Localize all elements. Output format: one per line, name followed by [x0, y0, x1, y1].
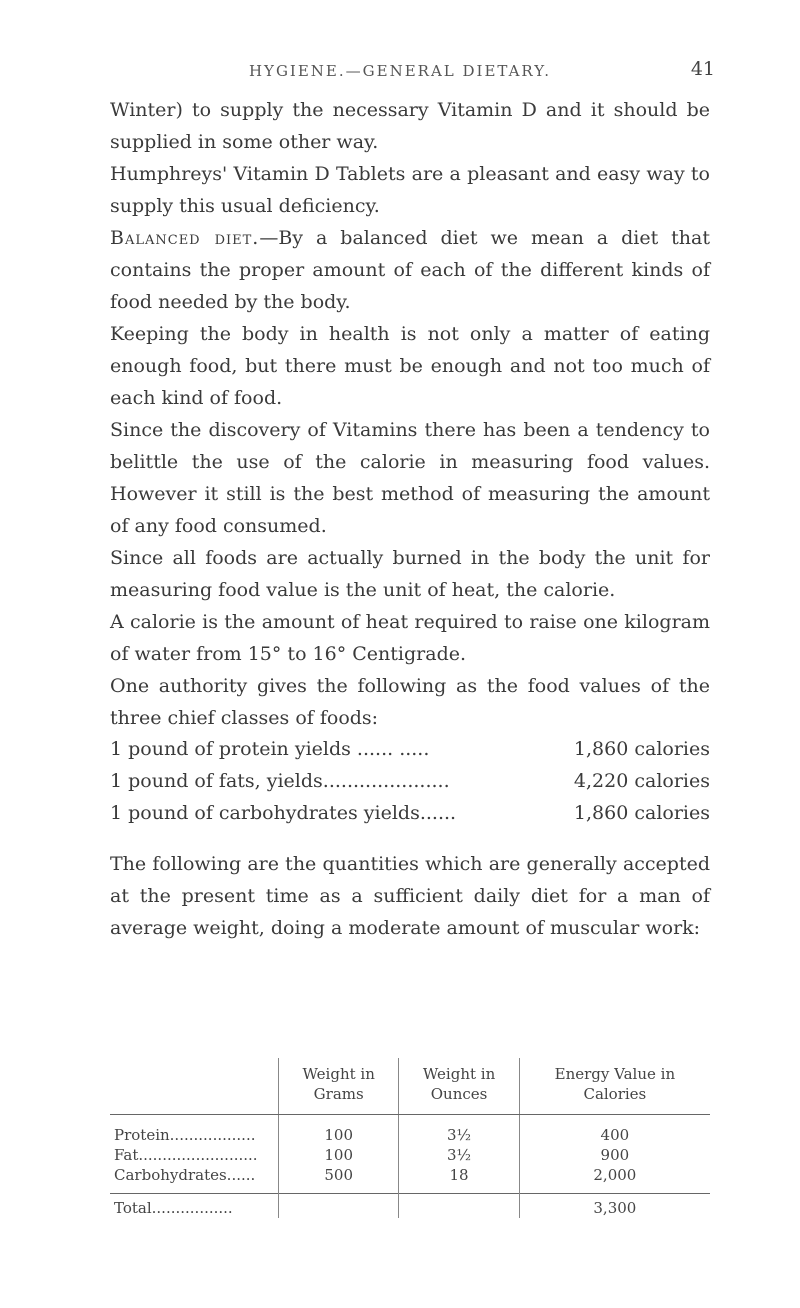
- header-blank: [110, 1058, 279, 1115]
- paragraph-humphreys-tablets: Humphreys' Vitamin D Tablets are a pleasant and easy way to supply this usual deficiency.: [110, 163, 710, 217]
- row-calories: 2,000: [519, 1165, 710, 1194]
- page-header: [0, 58, 800, 88]
- header-energy-line2: Calories: [583, 1085, 647, 1103]
- yield-amount: 4,220 calories: [573, 770, 710, 792]
- header-energy-line1: Energy Value in: [554, 1065, 676, 1083]
- header-energy-calories: [519, 1058, 710, 1115]
- paragraph-vitamin-d-winter: Winter) to supply the necessary Vitamin D and it should be supplied in some other way.: [110, 99, 710, 153]
- paragraph-unit-of-heat: Since all foods are actually burned in the body the unit for measuring food value is the unit of heat, the calorie.: [110, 547, 710, 601]
- balanced-diet-text: —By a balanced diet we mean a diet that contains the proper amount of each of the different kinds of food needed by the body.: [110, 227, 710, 313]
- row-name: Fat.........................: [114, 1146, 258, 1164]
- running-head: HYGIENE.—GENERAL DIETARY.: [248, 62, 552, 80]
- row-ounces: 3½: [399, 1115, 519, 1146]
- row-grams: 100: [279, 1115, 399, 1146]
- paragraph-calorie-definition: A calorie is the amount of heat required to raise one kilogram of water from 15° to 16° Centigrade.: [110, 611, 710, 665]
- table-row: [110, 1145, 710, 1165]
- row-name: Protein..................: [114, 1126, 256, 1144]
- header-weight-ounces: [399, 1058, 519, 1115]
- row-name: Carbohydrates......: [114, 1166, 256, 1184]
- section-heading-balanced-diet: Balanced diet.: [110, 227, 260, 249]
- header-weight-grams: [279, 1058, 399, 1115]
- row-grams: 100: [279, 1145, 399, 1165]
- table-row: [110, 1115, 710, 1146]
- yield-line-fats: [110, 770, 710, 802]
- paragraph-food-values-intro: One authority gives the following as the food values of the three chief classes of foods:: [110, 675, 710, 729]
- yield-label: 1 pound of carbohydrates yields......: [110, 802, 457, 824]
- yield-line-carbohydrates: [110, 802, 710, 834]
- paragraph-balanced-diet: [110, 222, 710, 318]
- total-ounces-blank: [399, 1194, 519, 1219]
- table-header-row: [110, 1058, 710, 1115]
- yield-label: 1 pound of fats, yields.....................: [110, 770, 450, 792]
- row-calories: 900: [519, 1145, 710, 1165]
- total-label: Total.................: [110, 1194, 279, 1219]
- total-calories: 3,300: [519, 1194, 710, 1219]
- table-row: [110, 1165, 710, 1194]
- header-grams-line1: Weight in: [302, 1065, 375, 1083]
- paragraph-keeping-body-healthy: Keeping the body in health is not only a matter of eating enough food, but there must be enough and not too much of each kind of food.: [110, 323, 710, 409]
- yield-amount: 1,860 calories: [573, 738, 710, 760]
- paragraph-daily-diet-intro: The following are the quantities which are generally accepted at the present time as a sufficient daily diet for a man of average weight, doing a moderate amount of muscular work:: [110, 853, 710, 939]
- table-total-row: [110, 1194, 710, 1219]
- row-ounces: 18: [399, 1165, 519, 1194]
- daily-diet-table: [110, 1058, 710, 1218]
- yield-amount: 1,860 calories: [573, 802, 710, 824]
- row-calories: 400: [519, 1115, 710, 1146]
- header-grams-line2: Grams: [313, 1085, 364, 1103]
- page-number: 41: [690, 58, 715, 80]
- yield-label: 1 pound of protein yields ...... .....: [110, 738, 430, 760]
- total-grams-blank: [279, 1194, 399, 1219]
- header-ounces-line1: Weight in: [422, 1065, 496, 1083]
- row-ounces: 3½: [399, 1145, 519, 1165]
- yield-line-protein: [110, 738, 710, 770]
- row-grams: 500: [279, 1165, 399, 1194]
- header-ounces-line2: Ounces: [430, 1085, 488, 1103]
- paragraph-vitamins-calorie: Since the discovery of Vitamins there has been a tendency to belittle the use of the calorie in measuring food values. However it still is the best method of measuring the amount of any food consumed.: [110, 419, 710, 537]
